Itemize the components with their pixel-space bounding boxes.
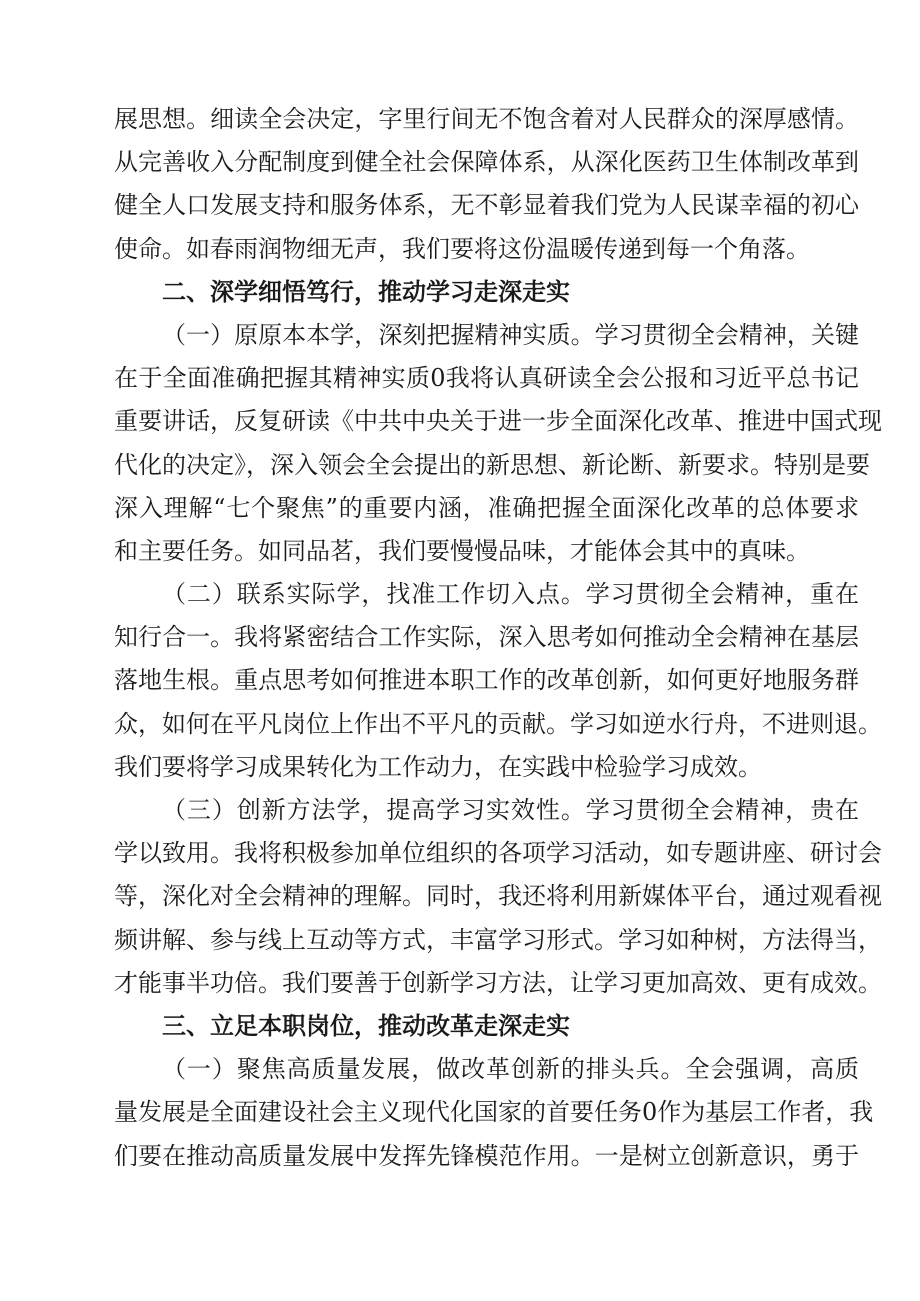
paragraph-line: （一）原原本本学，深刻把握精神实质。学习贯彻全会精神，关键 xyxy=(162,320,859,349)
paragraph-line: （三）创新方法学，提高学习实效性。学习贯彻全会精神，贵在 xyxy=(162,796,859,824)
paragraph-line: （一）聚焦高质量发展，做改革创新的排头兵。全会强调，高质 xyxy=(162,1055,859,1084)
section-heading-3: 三、立足本职岗位，推动改革走深走实 xyxy=(162,1011,570,1040)
paragraph-line: （二）联系实际学，找准工作切入点。学习贯彻全会精神，重在 xyxy=(162,580,859,609)
paragraph-line: 知行合一。我将紧密结合工作实际，深入思考如何推动全会精神在基层 xyxy=(114,623,859,652)
paragraph-line: 重要讲话，反复研读《中共中央关于进一步全面深化改革、推进中国式现 xyxy=(114,407,882,436)
paragraph-line: 落地生根。重点思考如何推进本职工作的改革创新，如何更好地服务群 xyxy=(114,666,859,695)
paragraph-line: 量发展是全面建设社会主义现代化国家的首要任务0作为基层工作者，我 xyxy=(114,1098,874,1127)
paragraph-line: 等，深化对全会精神的理解。同时，我还将利用新媒体平台，通过观看视 xyxy=(114,882,882,911)
section-heading-2: 二、深学细悟笃行，推动学习走深走实 xyxy=(162,277,570,306)
paragraph-line: 才能事半功倍。我们要善于创新学习方法，让学习更加高效、更有成效。 xyxy=(114,968,882,997)
paragraph-line: 们要在推动高质量发展中发挥先锋模范作用。一是树立创新意识，勇于 xyxy=(114,1141,859,1170)
paragraph-line: 和主要任务。如同品茗，我们要慢慢品味，才能体会其中的真味。 xyxy=(114,536,810,565)
paragraph-line: 众，如何在平凡岗位上作出不平凡的贡献。学习如逆水行舟，不进则退。 xyxy=(114,709,882,738)
paragraph-line: 代化的决定》，深入领会全会提出的新思想、新论断、新要求。特别是要 xyxy=(114,450,870,479)
paragraph-line: 展思想。细读全会决定，字里行间无不饱含着对人民群众的深厚感情。 xyxy=(114,105,859,133)
paragraph-line: 我们要将学习成果转化为工作动力，在实践中检验学习成效。 xyxy=(114,752,762,781)
paragraph-line: 深入理解“七个聚焦”的重要内涵，准确把握全面深化改革的总体要求 xyxy=(114,493,859,522)
paragraph-line: 在于全面准确把握其精神实质0我将认真研读全会公报和习近平总书记 xyxy=(114,364,859,393)
paragraph-line: 频讲解、参与线上互动等方式，丰富学习形式。学习如种树，方法得当， xyxy=(114,925,882,954)
paragraph-line: 从完善收入分配制度到健全社会保障体系，从深化医药卫生体制改革到 xyxy=(114,148,859,177)
document-body xyxy=(114,98,882,1178)
paragraph-line: 使命。如春雨润物细无声，我们要将这份温暖传递到每一个角落。 xyxy=(114,234,810,263)
paragraph-line: 学以致用。我将积极参加单位组织的各项学习活动，如专题讲座、研讨会 xyxy=(114,839,882,868)
paragraph-line: 健全人口发展支持和服务体系，无不彰显着我们党为人民谋幸福的初心 xyxy=(114,191,859,220)
